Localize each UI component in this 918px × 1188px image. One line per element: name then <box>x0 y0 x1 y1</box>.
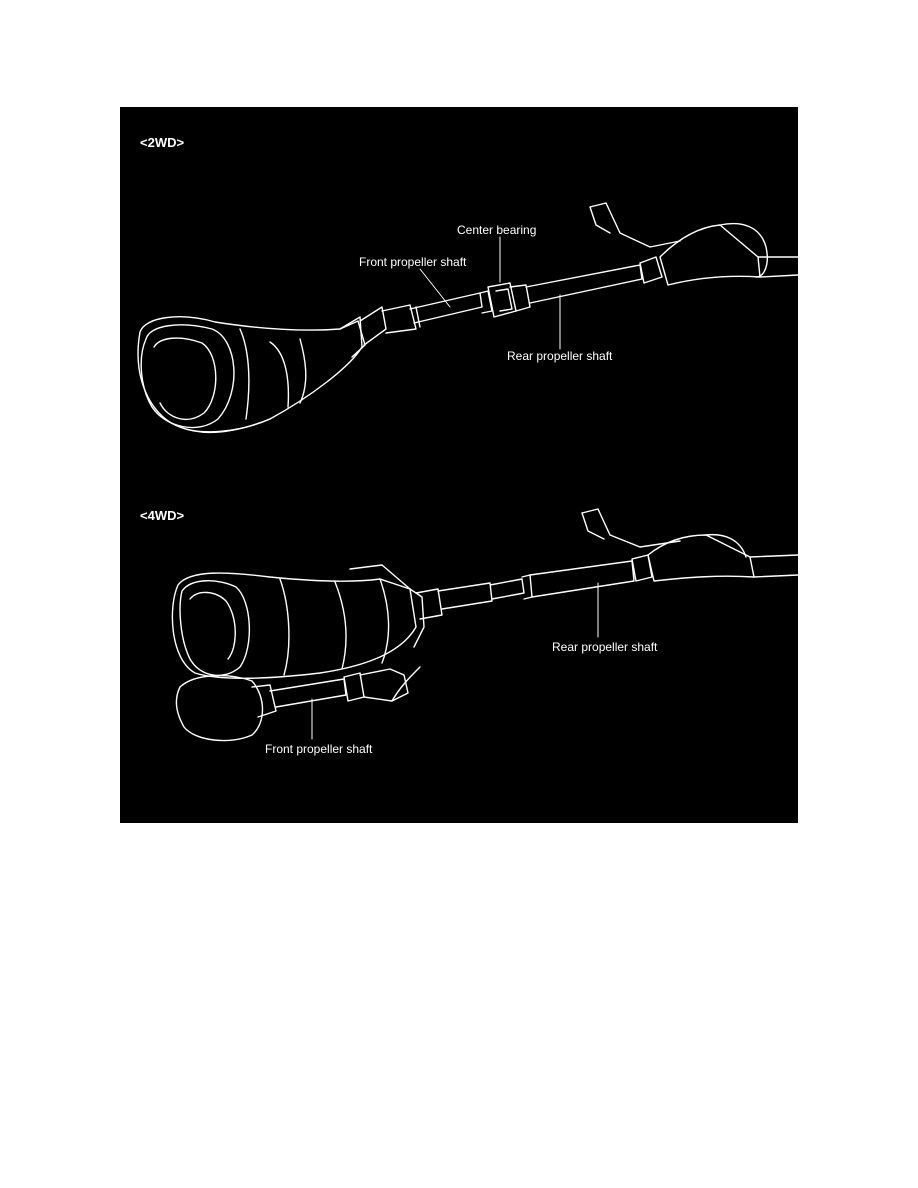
label-rear-shaft-2wd: Rear propeller shaft <box>507 349 613 363</box>
transmission-2wd <box>138 317 365 433</box>
label-front-shaft-4wd: Front propeller shaft <box>265 742 373 756</box>
section-title-4wd: <4WD> <box>140 508 185 523</box>
label-center-bearing-2wd: Center bearing <box>457 223 537 237</box>
section-title-2wd: <2WD> <box>140 135 185 150</box>
front-shaft-4wd <box>177 667 420 741</box>
label-rear-shaft-4wd: Rear propeller shaft <box>552 640 658 654</box>
rear-shaft-4wd <box>416 555 652 619</box>
front-shaft-2wd <box>360 291 492 345</box>
propeller-shaft-diagram <box>120 107 798 823</box>
four-wd-drivetrain <box>172 509 798 741</box>
leader-lines <box>312 237 598 739</box>
two-wd-drivetrain <box>138 203 798 432</box>
transmission-4wd <box>172 565 424 678</box>
label-front-shaft-2wd: Front propeller shaft <box>359 255 467 269</box>
rear-shaft-2wd <box>526 257 662 303</box>
leader-front-shaft-2wd <box>420 269 450 307</box>
drivetrain-illustration <box>120 107 798 823</box>
center-bearing-2wd <box>488 283 530 317</box>
rear-axle-2wd <box>590 203 798 285</box>
rear-axle-4wd <box>582 509 798 581</box>
